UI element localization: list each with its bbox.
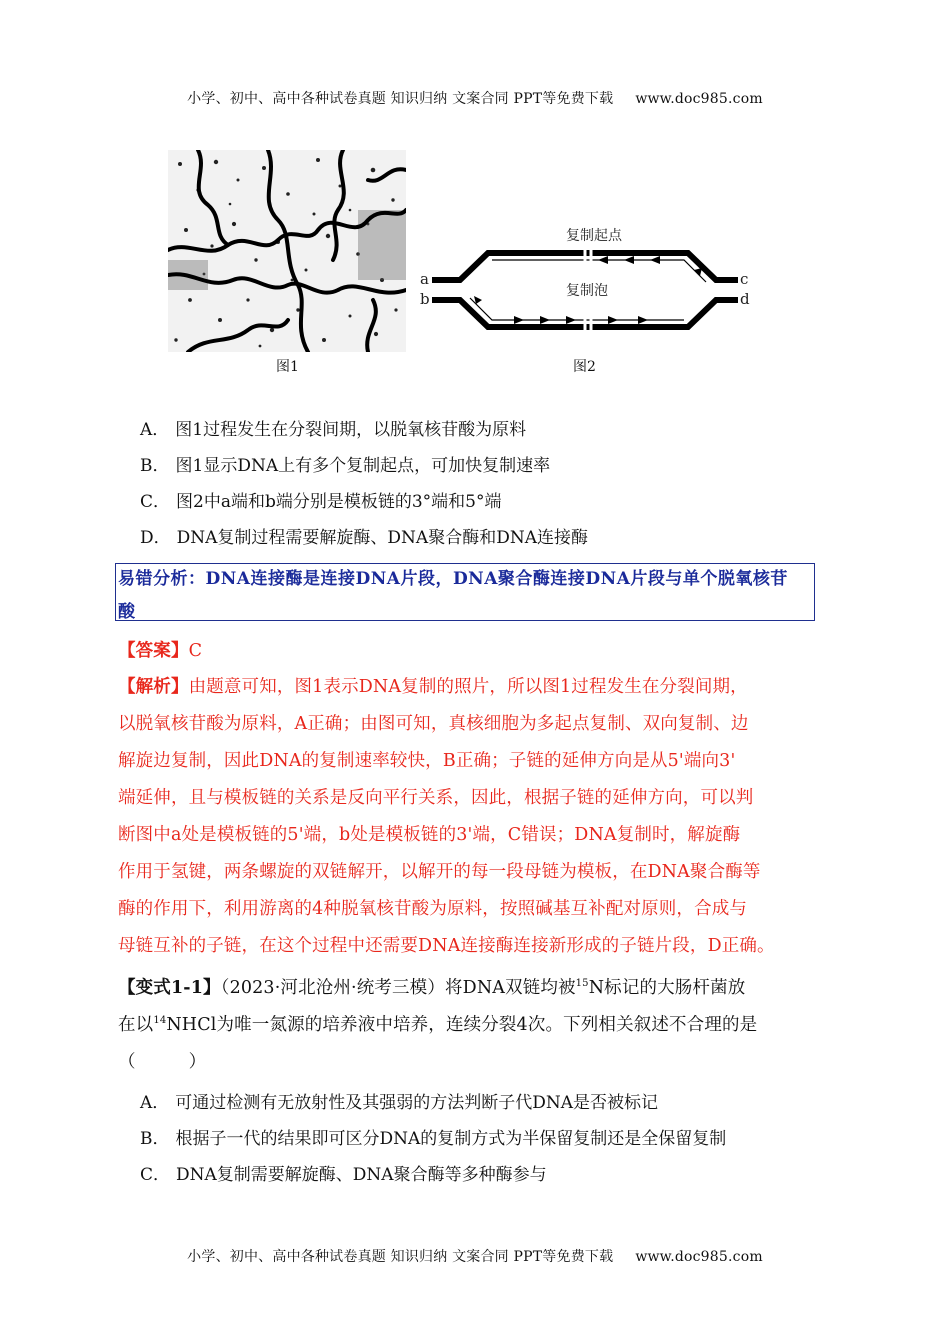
variant-option-c[interactable]: C． DNA复制需要解旋酶、DNA聚合酶等多种酶参与 <box>140 1165 547 1185</box>
analysis-line-4: 端延伸，且与模板链的关系是反向平行关系，因此，根据子链的延伸方向，可以判 <box>118 788 754 808</box>
error-analysis-line1: 易错分析：DNA连接酶是连接DNA片段，DNA聚合酶连接DNA片段与单个脱氧核苷 <box>118 569 788 589</box>
analysis-line-2: 以脱氧核苷酸为原料，A正确；由图可知，真核细胞为多起点复制、双向复制、边 <box>118 714 749 734</box>
analysis-line-7: 酶的作用下，利用游离的4种脱氧核苷酸为原料，按照碱基互补配对原则，合成与 <box>118 899 748 919</box>
analysis-line-5: 断图中a处是模板链的5'端，b处是模板链的3'端，C错误；DNA复制时，解旋酶 <box>118 825 741 845</box>
variant-label: 【变式1-1】 <box>118 978 221 998</box>
dna-replication-micrograph <box>168 150 406 352</box>
variant-answer-blank[interactable]: （ ） <box>118 1052 207 1072</box>
option-a[interactable]: A． 图1过程发生在分裂间期，以脱氧核苷酸为原料 <box>140 420 527 440</box>
variant-option-a[interactable]: A． 可通过检测有无放射性及其强弱的方法判断子代DNA是否被标记 <box>140 1093 659 1113</box>
figure1-caption: 图1 <box>276 359 299 375</box>
end-b-label: b <box>420 290 430 308</box>
analysis-line-6: 作用于氢键，两条螺旋的双链解开，以解开的每一段母链为模板，在DNA聚合酶等 <box>118 862 761 882</box>
answer-label: 【答案】 <box>118 641 189 661</box>
replication-bubble-diagram <box>418 220 758 340</box>
answer-value: C <box>188 641 203 661</box>
end-a-label: a <box>420 270 429 288</box>
origin-label: 复制起点 <box>566 228 622 244</box>
footer-site[interactable]: www.doc985.com <box>635 1249 763 1265</box>
header-text: 小学、初中、高中各种试卷真题 知识归纳 文案合同 PPT等免费下载 <box>187 91 614 107</box>
option-c[interactable]: C． 图2中a端和b端分别是模板链的3°端和5°端 <box>140 492 502 512</box>
page-footer <box>0 1246 950 1266</box>
figure-area <box>168 150 788 380</box>
end-c-label: c <box>740 270 749 288</box>
analysis-label: 【解析】 <box>118 677 189 697</box>
page-header <box>0 88 950 108</box>
variant-option-b[interactable]: B． 根据子一代的结果即可区分DNA的复制方式为半保留复制还是全保留复制 <box>140 1129 727 1149</box>
answer-line <box>118 637 202 662</box>
bubble-label: 复制泡 <box>566 283 608 299</box>
figure2-caption: 图2 <box>573 359 596 375</box>
variant-line-2: 在以$^{14}$NHCl为唯一氮源的培养液中培养，连续分裂4次。下列相关叙述不合理的是 <box>118 1015 758 1035</box>
end-d-label: d <box>740 290 750 308</box>
error-analysis-line2: 酸 <box>118 602 135 622</box>
analysis-line-3: 解旋边复制，因此DNA的复制速率较快，B正确；子链的延伸方向是从5'端向3' <box>118 751 736 771</box>
header-site[interactable]: www.doc985.com <box>635 91 763 107</box>
analysis-line-8: 母链互补的子链，在这个过程中还需要DNA连接酶连接新形成的子链片段，D正确。 <box>118 936 775 956</box>
analysis-line-1: 【解析】由题意可知，图1表示DNA复制的照片，所以图1过程发生在分裂间期， <box>118 677 748 697</box>
option-d[interactable]: D． DNA复制过程需要解旋酶、DNA聚合酶和DNA连接酶 <box>140 528 588 548</box>
footer-text: 小学、初中、高中各种试卷真题 知识归纳 文案合同 PPT等免费下载 <box>187 1249 614 1265</box>
option-b[interactable]: B． 图1显示DNA上有多个复制起点，可加快复制速率 <box>140 456 551 476</box>
variant-line-1: 【变式1-1】（2023·河北沧州·统考三模）将DNA双链均被$^{15}$N标记的大肠杆菌放 <box>118 978 746 998</box>
